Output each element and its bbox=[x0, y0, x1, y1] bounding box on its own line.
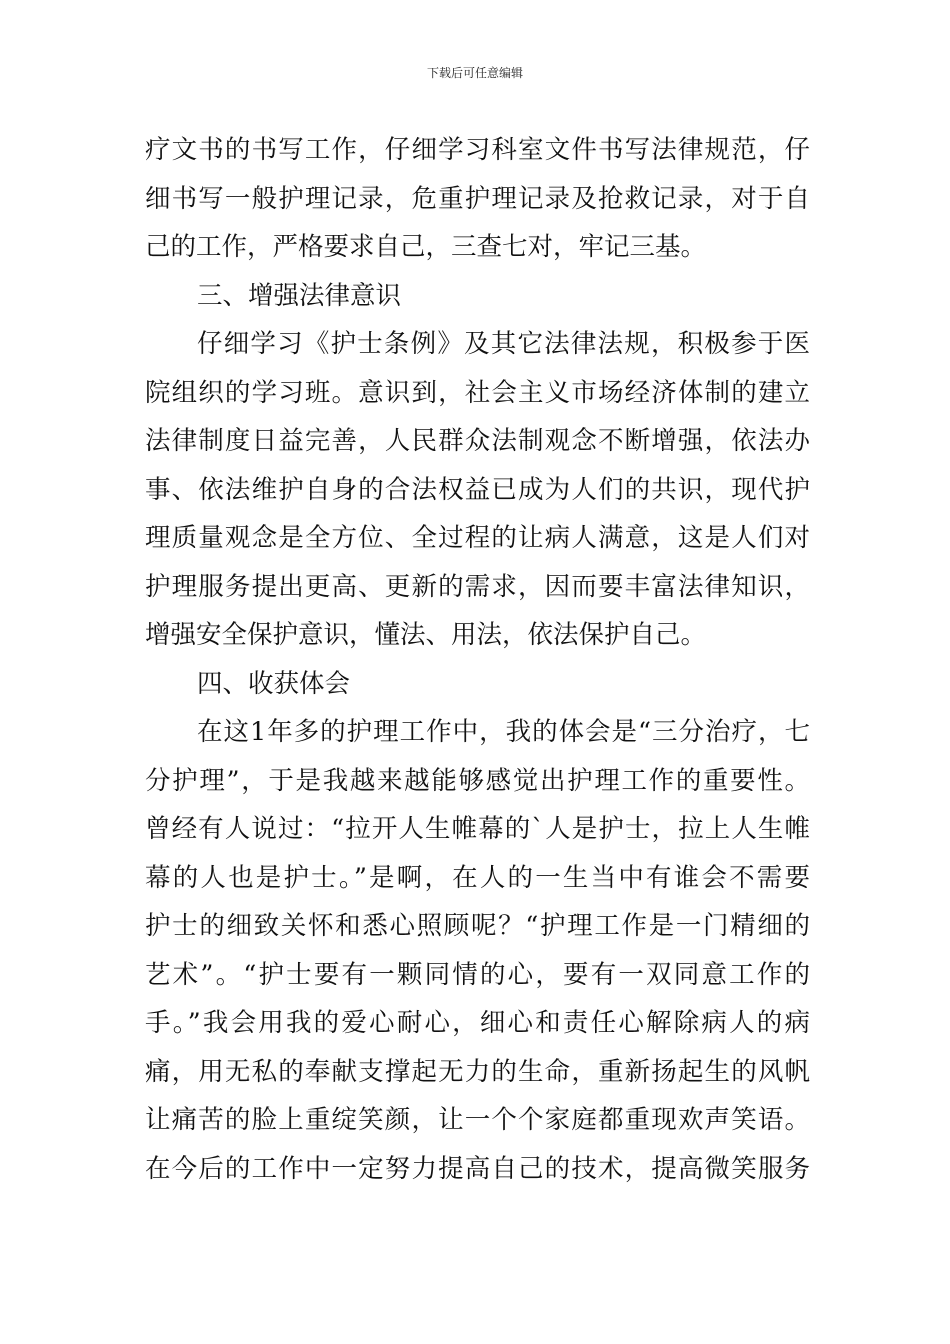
text-line: 曾经有人说过：“拉开人生帷幕的`人是护士，拉上人生帷 bbox=[145, 814, 810, 844]
text-line: 痛，用无私的奉献支撑起无力的生命，重新扬起生的风帆 bbox=[145, 1056, 810, 1087]
text-line: 仔细学习《护士条例》及其它法律法规，积极参于医 bbox=[197, 329, 810, 359]
text-line: 护理服务提出更高、更新的需求，因而要丰富法律知识， bbox=[145, 571, 810, 602]
text-line: 在今后的工作中一定努力提高自己的技术，提高微笑服务 bbox=[145, 1153, 810, 1184]
text-line: 疗文书的书写工作，仔细学习科室文件书写法律规范，仔 bbox=[145, 135, 810, 165]
text-line: 分护理”，于是我越来越能够感觉出护理工作的重要性。 bbox=[145, 765, 810, 796]
text-line: 院组织的学习班。意识到，社会主义市场经济体制的建立 bbox=[145, 377, 810, 408]
text-line: 己的工作，严格要求自己，三查七对，牢记三基。 bbox=[145, 232, 707, 262]
text-line: 增强安全保护意识，懂法、用法，依法保护自己。 bbox=[145, 620, 707, 650]
page-header: 下载后可任意编辑 bbox=[426, 66, 523, 80]
text-line: 手。”我会用我的爱心耐心，细心和责任心解除病人的病 bbox=[145, 1008, 810, 1038]
text-line: 法律制度日益完善，人民群众法制观念不断增强，依法办 bbox=[145, 426, 810, 456]
text-line: 幕的人也是护士。”是啊，在人的一生当中有谁会不需要 bbox=[145, 862, 810, 893]
text-line: 细书写一般护理记录，危重护理记录及抢救记录，对于自 bbox=[145, 183, 810, 214]
text-line: 在这1年多的护理工作中，我的体会是“三分治疗，七 bbox=[197, 717, 810, 747]
text-line: 让痛苦的脸上重绽笑颜，让一个个家庭都重现欢声笑语。 bbox=[145, 1105, 810, 1135]
section-heading: 四、收获体会 bbox=[197, 668, 351, 699]
text-line: 事、依法维护自身的合法权益已成为人们的共识，现代护 bbox=[145, 474, 810, 505]
section-heading: 三、增强法律意识 bbox=[197, 280, 402, 311]
text-line: 艺术”。“护士要有一颗同情的心，要有一双同意工作的 bbox=[145, 959, 810, 990]
document-body bbox=[145, 126, 810, 1193]
text-line: 护士的细致关怀和悉心照顾呢？“护理工作是一门精细的 bbox=[145, 911, 810, 941]
text-line: 理质量观念是全方位、全过程的让病人满意，这是人们对 bbox=[145, 523, 810, 553]
